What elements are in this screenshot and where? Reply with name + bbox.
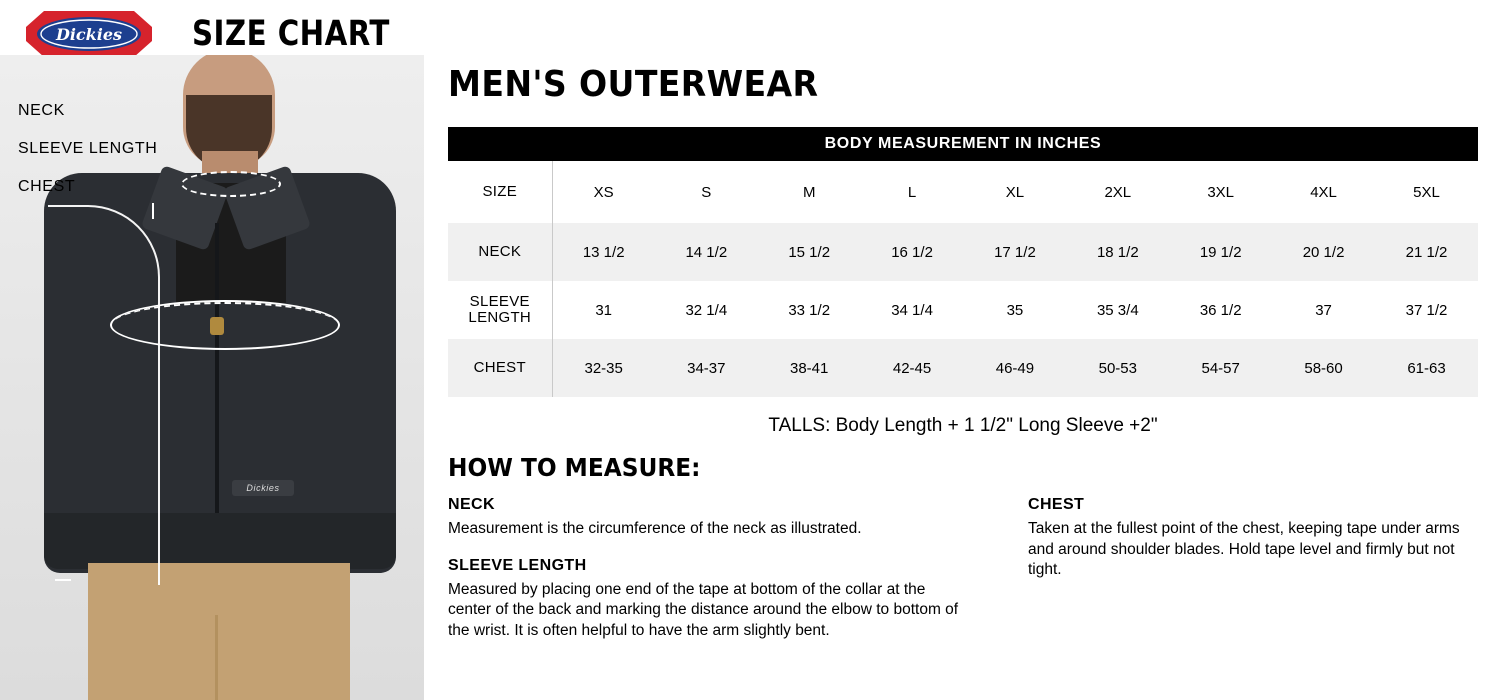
- cell-sleeve-s: 32 1/4: [655, 281, 758, 339]
- sleeve-measure-cap-bottom-icon: [55, 579, 71, 581]
- chart-content: [448, 64, 1478, 658]
- header-size-m: M: [758, 161, 861, 223]
- table-row: [448, 339, 1478, 397]
- dickies-logo: [22, 8, 156, 60]
- cell-chest-5xl: 61-63: [1375, 339, 1478, 397]
- cell-sleeve-2xl: 35 3/4: [1066, 281, 1169, 339]
- cell-sleeve-xl: 35: [964, 281, 1067, 339]
- cell-chest-xl: 46-49: [964, 339, 1067, 397]
- jacket-zipper: [215, 223, 219, 523]
- how-to-measure-title: HOW TO MEASURE:: [448, 453, 701, 482]
- cell-chest-s: 34-37: [655, 339, 758, 397]
- cell-sleeve-l: 34 1/4: [861, 281, 964, 339]
- illustration-label-neck: NECK: [18, 102, 65, 119]
- header-size-3xl: 3XL: [1169, 161, 1272, 223]
- header-size-2xl: 2XL: [1066, 161, 1169, 223]
- cell-sleeve-4xl: 37: [1272, 281, 1375, 339]
- section-title: MEN'S OUTERWEAR: [448, 64, 819, 105]
- pants-seam: [215, 615, 218, 700]
- cell-chest-3xl: 54-57: [1169, 339, 1272, 397]
- header-size-5xl: 5XL: [1375, 161, 1478, 223]
- cell-chest-l: 42-45: [861, 339, 964, 397]
- measure-body-sleeve-length: Measured by placing one end of the tape at bottom of the collar at the center of the back and marking the distance around the elbow to bottom of the wrist. It is often helpful to have the arm slightly bent.: [448, 580, 959, 639]
- row-label-chest: CHEST: [448, 339, 552, 397]
- talls-note: TALLS: Body Length + 1 1/2" Long Sleeve +2": [768, 415, 1158, 436]
- measure-head-neck: NECK: [448, 496, 495, 513]
- model-photo-panel: [0, 55, 424, 700]
- header-size-xl: XL: [964, 161, 1067, 223]
- neck-measure-ellipse-icon: [181, 171, 281, 197]
- sleeve-measure-line-icon: [48, 205, 160, 585]
- row-label-neck: NECK: [448, 223, 552, 281]
- header-size-xs: XS: [552, 161, 655, 223]
- page-title: SIZE CHART: [192, 14, 390, 54]
- cell-neck-l: 16 1/2: [861, 223, 964, 281]
- measure-body-neck: Measurement is the circumference of the neck as illustrated.: [448, 520, 862, 537]
- how-to-measure-left-column: [448, 496, 968, 658]
- cell-chest-m: 38-41: [758, 339, 861, 397]
- measurement-band: BODY MEASUREMENT IN INCHES: [448, 127, 1478, 161]
- header-size-4xl: 4XL: [1272, 161, 1375, 223]
- header-size-s: S: [655, 161, 758, 223]
- cell-neck-xs: 13 1/2: [552, 223, 655, 281]
- how-to-measure-columns: [448, 496, 1478, 658]
- cell-neck-2xl: 18 1/2: [1066, 223, 1169, 281]
- cell-chest-xs: 32-35: [552, 339, 655, 397]
- row-label-sleeve-length: SLEEVE LENGTH: [448, 281, 552, 339]
- how-to-measure-right-column: [1028, 496, 1478, 658]
- header-size-l: L: [861, 161, 964, 223]
- cell-neck-s: 14 1/2: [655, 223, 758, 281]
- cell-sleeve-m: 33 1/2: [758, 281, 861, 339]
- table-row: [448, 281, 1478, 339]
- cell-neck-m: 15 1/2: [758, 223, 861, 281]
- cell-sleeve-3xl: 36 1/2: [1169, 281, 1272, 339]
- svg-text:Dickies: Dickies: [55, 25, 123, 44]
- cell-neck-5xl: 21 1/2: [1375, 223, 1478, 281]
- cell-chest-4xl: 58-60: [1272, 339, 1375, 397]
- measure-head-chest: CHEST: [1028, 496, 1085, 513]
- illustration-labels: [18, 103, 157, 217]
- table-row: [448, 223, 1478, 281]
- cell-neck-3xl: 19 1/2: [1169, 223, 1272, 281]
- table-header-row: [448, 161, 1478, 223]
- measure-body-chest: Taken at the fullest point of the chest, keeping tape under arms and around shoulder blades. Hold tape level and firmly but not tight.: [1028, 520, 1460, 579]
- cell-sleeve-5xl: 37 1/2: [1375, 281, 1478, 339]
- illustration-label-sleeve-length: SLEEVE LENGTH: [18, 140, 158, 157]
- cell-neck-4xl: 20 1/2: [1272, 223, 1375, 281]
- header-size-label: SIZE: [448, 161, 552, 223]
- cell-sleeve-xs: 31: [552, 281, 655, 339]
- size-table: [448, 161, 1478, 397]
- illustration-label-chest: CHEST: [18, 178, 76, 195]
- jacket-brand-patch: Dickies: [232, 480, 294, 496]
- cell-chest-2xl: 50-53: [1066, 339, 1169, 397]
- measure-head-sleeve-length: SLEEVE LENGTH: [448, 556, 587, 574]
- cell-neck-xl: 17 1/2: [964, 223, 1067, 281]
